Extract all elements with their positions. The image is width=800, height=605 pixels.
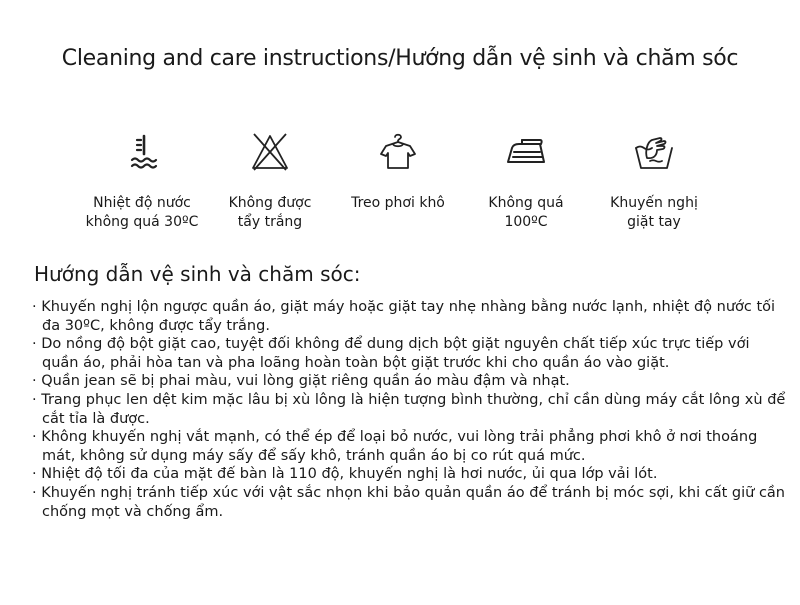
care-label: Nhiệt độ nước không quá 30ºC [85,195,199,230]
iron-max-100-icon [502,128,550,176]
list-item: · Không khuyến nghị vắt mạnh, có thể ép để loại bỏ nước, vui lòng trải phẳng phơi khô ở nơi thoáng mát, không sử dụng máy sấy để sấy khô, tránh quần áo bị co rút quá mức. [32,428,788,465]
instructions-list [32,298,788,521]
care-item-hand-wash [590,128,718,232]
care-item-wash-temperature [78,128,206,232]
list-item: · Khuyến nghị lộn ngược quần áo, giặt máy hoặc giặt tay nhẹ nhàng bằng nước lạnh, nhiệt độ nước tối đa 30ºC, không được tẩy trắng. [32,298,788,335]
wash-30-degrees-icon [118,128,166,176]
section-heading: Hướng dẫn vệ sinh và chăm sóc: [34,262,361,286]
care-item-iron [462,128,590,232]
page-title: Cleaning and care instructions/Hướng dẫn vệ sinh và chăm sóc [61,46,739,71]
care-label: Treo phơi khô [351,195,445,211]
list-item: · Quần jean sẽ bị phai màu, vui lòng giặt riêng quần áo màu đậm và nhạt. [32,372,788,391]
care-item-hang-dry [334,128,462,232]
hand-wash-icon [630,128,678,176]
care-label: Không quá 100ºC [488,195,564,230]
care-label: Khuyến nghị giặt tay [610,195,698,230]
care-symbols-row [78,128,718,232]
care-item-no-bleach [206,128,334,232]
no-bleach-icon [246,128,294,176]
list-item: · Nhiệt độ tối đa của mặt đế bàn là 110 độ, khuyến nghị là hơi nước, ủi qua lớp vải lót. [32,465,788,484]
hang-dry-icon [374,128,422,176]
care-label: Không được tẩy trắng [228,195,312,230]
list-item: · Khuyến nghị tránh tiếp xúc với vật sắc nhọn khi bảo quản quần áo để tránh bị móc sợi, khi cất giữ cần chống mọt và chống ẩm. [32,484,788,521]
list-item: · Do nồng độ bột giặt cao, tuyệt đối không để dung dịch bột giặt nguyên chất tiếp xúc trực tiếp với quần áo, phải hòa tan và pha loãng hoàn toàn bột giặt trước khi cho quần áo vào giặt. [32,335,788,372]
list-item: · Trang phục len dệt kim mặc lâu bị xù lông là hiện tượng bình thường, chỉ cần dùng máy cắt lông xù để cắt tỉa là được. [32,391,788,428]
